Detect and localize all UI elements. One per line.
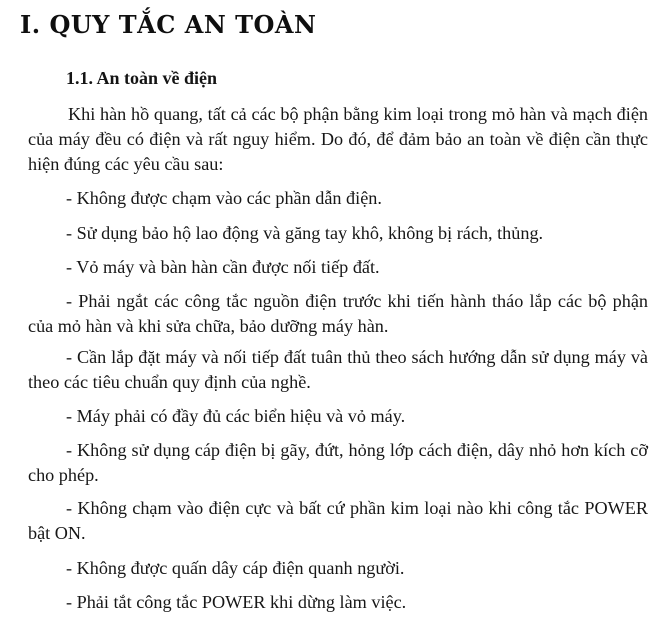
rule-item: - Cần lắp đặt máy và nối tiếp đất tuân thủ theo sách hướng dẫn sử dụng máy và theo các tiêu chuẩn quy định của nghề.: [28, 347, 648, 392]
intro-paragraph: Khi hàn hồ quang, tất cả các bộ phận bằng kim loại trong mỏ hàn và mạch điện của máy đều có điện và rất nguy hiểm. Do đó, để đảm bảo an toàn về điện cần thực hiện đúng các yêu cầu sau:: [28, 104, 648, 174]
rule-item: - Không sử dụng cáp điện bị gãy, đứt, hỏng lớp cách điện, dây nhỏ hơn kích cỡ cho phép.: [28, 440, 648, 485]
rule-item: - Sử dụng bảo hộ lao động và găng tay khô, không bị rách, thủng.: [66, 223, 544, 243]
rule-item: - Phải ngắt các công tắc nguồn điện trước khi tiến hành tháo lắp các bộ phận của mỏ hàn và khi sửa chữa, bảo dưỡng máy hàn.: [28, 291, 648, 336]
rule-item: - Phải tắt công tắc POWER khi dừng làm việc.: [66, 592, 407, 612]
rule-item: - Không được chạm vào các phần dẫn điện.: [66, 188, 382, 208]
rule-item: - Máy phải có đầy đủ các biển hiệu và vỏ máy.: [66, 406, 406, 426]
subsection-title: 1.1. An toàn về điện: [66, 68, 218, 88]
rule-item: - Không được quấn dây cáp điện quanh người.: [66, 558, 405, 578]
section-title: I. QUY TẮC AN TOÀN: [20, 10, 317, 39]
rule-item: - Không chạm vào điện cực và bất cứ phần kim loại nào khi công tắc POWER bật ON.: [28, 498, 648, 543]
rule-item: - Vỏ máy và bàn hàn cần được nối tiếp đất.: [66, 257, 380, 277]
